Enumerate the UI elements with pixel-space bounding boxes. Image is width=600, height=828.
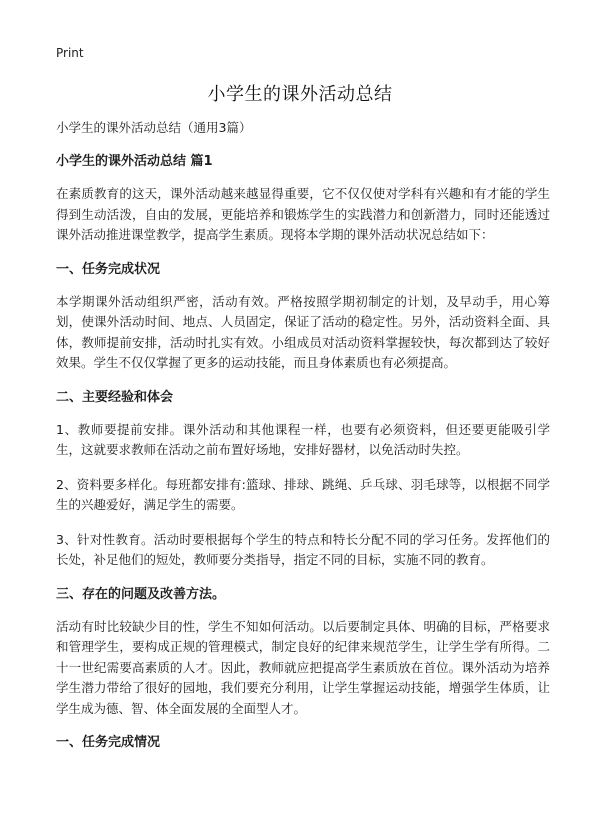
task-completion-paragraph: 本学期课外活动组织严密，活动有效。严格按照学期初制定的计划，及早动手，用心筹划，使课外活动时间、地点、人员固定，保证了活动的稳定性。另外，活动资料全面、具体，教师提前安排，活动时扎实有效。小组成员对活动资料掌握较快，每次都到达了较好效果。学生不仅仅掌握了更多的运动技能，而且身体素质也有必须提高。 xyxy=(56,293,550,370)
section-heading-task-completion-2: 一、任务完成情况 xyxy=(56,735,161,750)
problems-paragraph: 活动有时比较缺少目的性，学生不知如何活动。以后要制定具体、明确的目标，严格要求和管理学生，要构成正规的管理模式，制定良好的纪律来规范学生，让学生学有所得。二十一世纪需要高素质的人才。因此，教师就应把提高学生素质放在首位。课外活动为培养学生潜力带给了很好的园地，我们要充分利用，让学生掌握运动技能，增强学生体质，让学生成为德、智、体全面发展的全面型人才。 xyxy=(56,618,550,716)
print-link[interactable]: Print xyxy=(56,46,84,60)
document-subtitle: 小学生的课外活动总结（通用3篇） xyxy=(56,120,252,135)
article-heading: 小学生的课外活动总结 篇1 xyxy=(56,154,213,169)
experience-paragraph-1: 1、教师要提前安排。课外活动和其他课程一样，也要有必须资料，但还要更能吸引学生，这就要求教师在活动之前布置好场地，安排好器材，以免活动时失控。 xyxy=(56,421,550,457)
intro-paragraph: 在素质教育的这天，课外活动越来越显得重要，它不仅仅使对学科有兴趣和有才能的学生得到生动活泼，自由的发展，更能培养和锻炼学生的实践潜力和创新潜力，同时还能透过课外活动推进课堂教学，提高学生素质。现将本学期的课外活动状况总结如下： xyxy=(56,186,550,242)
section-heading-task-completion: 一、任务完成状况 xyxy=(56,261,161,277)
page-title: 小学生的课外活动总结 xyxy=(207,84,393,105)
section-heading-experience: 二、主要经验和体会 xyxy=(56,389,174,405)
experience-paragraph-3: 3、针对性教育。活动时要根据每个学生的特点和特长分配不同的学习任务。发挥他们的长处，补足他们的短处，教师要分类指导，指定不同的目标，实施不同的教育。 xyxy=(56,531,550,567)
document-body xyxy=(56,118,550,765)
experience-paragraph-2: 2、资料要多样化。每班都安排有:篮球、排球、跳绳、乒乓球、羽毛球等，以根据不同学生的兴趣爱好，满足学生的需要。 xyxy=(56,476,550,512)
section-heading-problems: 三、存在的问题及改善方法。 xyxy=(56,586,226,602)
